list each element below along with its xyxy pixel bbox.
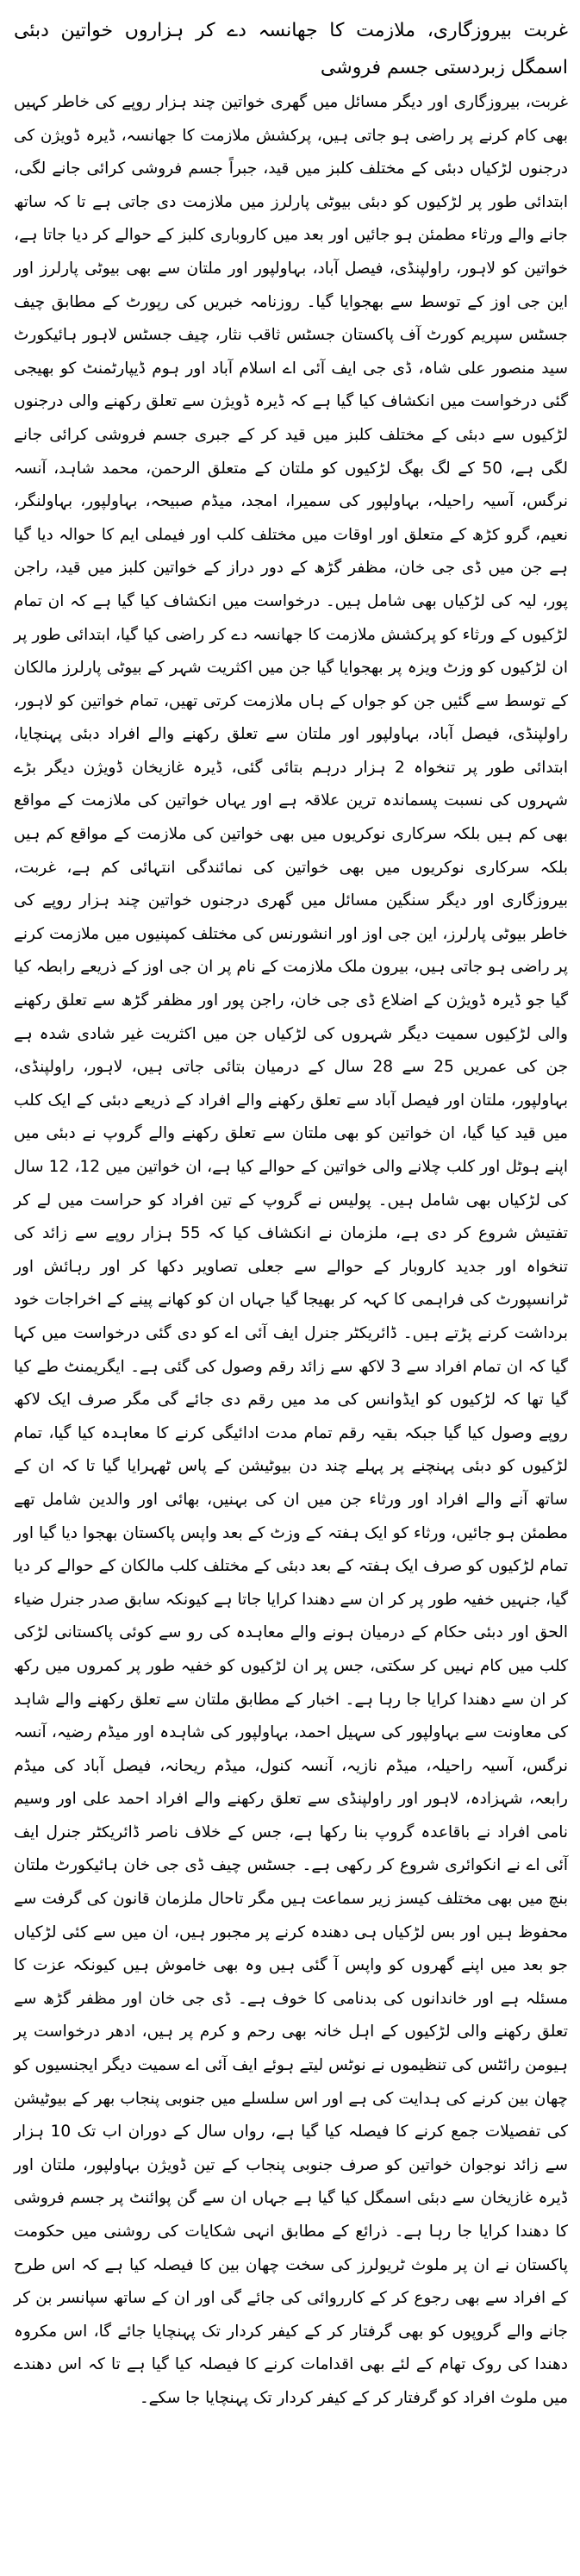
article-headline: غربت بیروزگاری، ملازمت کا جھانسہ دے کر ہزاروں خواتین دبئی اسمگل زبردستی جسم فروشی bbox=[14, 20, 568, 78]
article-body: غربت، بیروزگاری اور دیگر مسائل میں گھری خواتین چند ہزار روپے کی خاطر کہیں بھی کام کرنے پر راضی ہو جاتی ہیں، پرکشش ملازمت کا جھانسہ، ڈیرہ ڈویژن کی درجنوں لڑکیاں دبئی کے مختلف کلبز میں قید، جبراً جسم فروشی کرائی جانے لگی، ابتدائی طور پر لڑکیوں کو دبئی بیوٹی پارلرز میں ملازمت دی جاتی ہے تا کہ ساتھ جانے والے ورثاء مطمئن ہو جائیں اور بعد میں کاروباری کلبز کے حوالے کر دیا جاتا ہے، خواتین کو لاہور، راولپنڈی، فیصل آباد، بہاولپور اور ملتان سے بھی بیوٹی پارلرز اور این جی اوز کے توسط سے بھجوایا گیا۔ روزنامہ خبریں کی رپورٹ کے مطابق چیف جسٹس سپریم کورٹ آف پاکستان جسٹس ثاقب نثار، چیف جسٹس لاہور ہائیکورٹ سید منصور علی شاہ، ڈی جی ایف آئی اے اسلام آباد اور ہوم ڈیپارٹمنٹ کو بھیجی گئی درخواست میں انکشاف کیا گیا ہے کہ ڈیرہ ڈویژن سے تعلق رکھنے والی درجنوں لڑکیوں سے دبئی کے مختلف کلبز میں قید کر کے جبری جسم فروشی کرائی جانے لگی ہے، 50 کے لگ بھگ لڑکیوں کو ملتان کے متعلق الرحمن، محمد شاہد، آنسہ نرگس، آسیہ راحیلہ، بہاولپور کی سمیرا، امجد، میڈم صبیحہ، بہاولپور، بہاولنگر، نعیم، گرو کڑھ کے متعلق اور اوقات میں مختلف کلب اور فیملی ایم کا حوالہ دیا گیا ہے جن میں ڈی جی خان، مظفر گڑھ کے دور دراز کے خواتین کلبز میں قید، راجن پور، لیہ کی لڑکیاں بھی شامل ہیں۔ درخواست میں انکشاف کیا گیا ہے کہ ان تمام لڑکیوں کے ورثاء کو پرکشش ملازمت کا جھانسہ دے کر راضی کیا گیا، ابتدائی طور پر ان لڑکیوں کو وزٹ ویزہ پر بھجوایا گیا جن میں اکثریت شہر کے بیوٹی پارلرز مالکان کے توسط سے گئیں جن کو جواں کے ہاں ملازمت کرتی تھیں، تمام خواتین کو لاہور، راولپنڈی، فیصل آباد، بہاولپور اور ملتان سے تعلق رکھنے والے افراد دبئی پہنچایا، ابتدائی طور پر تنخواہ 2 ہزار درہم بتائی گئی، ڈیرہ غازیخان ڈویژن دیگر بڑے شہروں کی نسبت پسماندہ ترین علاقہ ہے اور یہاں خواتین کی ملازمت کے مواقع بھی کم ہیں بلکہ سرکاری نوکریوں میں بھی خواتین کی ملازمت کے مواقع کم ہیں بلکہ سرکاری نوکریوں میں بھی خواتین کی نمائندگی انتہائی کم ہے، غربت، بیروزگاری اور دیگر سنگین مسائل میں گھری درجنوں خواتین چند ہزار روپے کی خاطر بیوٹی پارلرز، این جی اوز اور انشورنس کی مختلف کمپنیوں میں ملازمت کرنے پر راضی ہو جاتی ہیں، بیرون ملک ملازمت کے نام پر ان جی اوز کے ذریعے رابطہ کیا گیا جو ڈیرہ ڈویژن کے اضلاع ڈی جی خان، راجن پور اور مظفر گڑھ سے تعلق رکھنے والی لڑکیوں سمیت دیگر شہروں کی لڑکیاں جن میں اکثریت غیر شادی شدہ ہے جن کی عمریں 25 سے 28 سال کے درمیان بتائی جاتی ہیں، لاہور، راولپنڈی، بہاولپور، ملتان اور فیصل آباد سے تعلق رکھنے والے افراد کے ذریعے دبئی کے ایک کلب میں قید کیا گیا، ان خواتین کو بھی ملتان سے تعلق رکھنے والے گروپ نے دبئی میں اپنے ہوٹل اور کلب چلانے والی خواتین کے حوالے کیا ہے، ان خواتین میں 12، 12 سال کی لڑکیاں بھی شامل ہیں۔ پولیس نے گروپ کے تین افراد کو حراست میں لے کر تفتیش شروع کر دی ہے، ملزمان نے انکشاف کیا کہ 55 ہزار روپے سے زائد کی تنخواہ اور جدید کاروبار کے حوالے سے جعلی تصاویر دکھا کر اور رہائش اور ٹرانسپورٹ کی فراہمی کا کہہ کر بھیجا گیا جہاں ان کو کھانے پینے کے اخراجات خود برداشت کرنے پڑتے ہیں۔ ڈائریکٹر جنرل ایف آئی اے کو دی گئی درخواست میں کہا گیا کہ ان تمام افراد سے 3 لاکھ سے زائد رقم وصول کی گئی ہے۔ ایگریمنٹ طے کیا گیا تھا کہ لڑکیوں کو ایڈوانس کی مد میں رقم دی جائے گی مگر صرف ایک لاکھ روپے وصول کیا گیا جبکہ بقیہ رقم تمام مدت ادائیگی کرنے کا معاہدہ کیا گیا، تمام لڑکیوں کو دبئی پہنچنے پر پہلے چند دن بیوٹیشن کے پاس ٹھہرایا گیا تا کہ ان کے ساتھ آنے والے افراد اور ورثاء جن میں ان کی بہنیں، بھائی اور والدین شامل تھے مطمئن ہو جائیں، ورثاء کو ایک ہفتہ کے وزٹ کے بعد واپس پاکستان بھجوا دیا گیا اور تمام لڑکیوں کو صرف ایک ہفتہ کے بعد دبئی کے مختلف کلب مالکان کے حوالے کر دیا گیا، جنہیں خفیہ طور پر کر ان سے دھندا کرایا جاتا ہے کیونکہ سابق صدر جنرل ضیاء الحق اور دبئی حکام کے درمیان ہونے والے معاہدہ کی رو سے کوئی پاکستانی لڑکی کلب میں کام نہیں کر سکتی، جس پر ان لڑکیوں کو خفیہ طور پر کمروں میں رکھ کر ان سے دھندا کرایا جا رہا ہے۔ اخبار کے مطابق ملتان سے تعلق رکھنے والے شاہد کی معاونت سے بہاولپور کی سہیل احمد، بہاولپور کی شاہدہ اور میڈم رضیہ، آنسہ نرگس، آسیہ راحیلہ، میڈم نازیہ، آنسہ کنول، میڈم ریحانہ، فیصل آباد کی میڈم رابعہ، شہزادہ، لاہور اور راولپنڈی سے تعلق رکھنے والے افراد احمد علی اور وسیم نامی افراد نے باقاعدہ گروپ بنا رکھا ہے، جس کے خلاف ناصر ڈائریکٹر جنرل ایف آئی اے نے انکوائری شروع کر رکھی ہے۔ جسٹس چیف ڈی جی خان ہائیکورٹ ملتان بنچ میں بھی مختلف کیسز زیر سماعت ہیں مگر تاحال ملزمان قانون کی گرفت سے محفوظ ہیں اور بس لڑکیاں ہی دھندہ کرنے پر مجبور ہیں، ان میں سے کئی لڑکیاں جو بعد میں اپنے گھروں کو واپس آ گئی ہیں وہ بھی خاموش ہیں کیونکہ عزت کا مسئلہ ہے اور خاندانوں کی بدنامی کا خوف ہے۔ ڈی جی خان اور مظفر گڑھ سے تعلق رکھنے والی لڑکیوں کے اہل خانہ بھی رحم و کرم پر ہیں، ادھر درخواست پر ہیومن رائٹس کی تنظیموں نے نوٹس لیتے ہوئے ایف آئی اے سمیت دیگر ایجنسیوں کو چھان بین کرنے کی ہدایت کی ہے اور اس سلسلے میں جنوبی پنجاب بھر کے بیوٹیشن کی تفصیلات جمع کرنے کا فیصلہ کیا گیا ہے، رواں سال کے دوران اب تک 10 ہزار سے زائد نوجوان خواتین کو صرف جنوبی پنجاب کے تین ڈویژن بہاولپور، ملتان اور ڈیرہ غازیخان سے دبئی اسمگل کیا گیا ہے جہاں ان سے گن پوائنٹ پر جسم فروشی کا دھندا کرایا جا رہا ہے۔ ذرائع کے مطابق انہی شکایات کی روشنی میں حکومت پاکستان نے ان پر ملوث ٹریولرز کی سخت چھان بین کا فیصلہ کیا ہے کہ اس طرح کے افراد سے بھی رجوع کر کے کارروائی کی جائے گی اور ان کے ساتھ سپانسر بن کر جانے والے گروپوں کو بھی گرفتار کر کے کیفر کردار تک پہنچایا جائے گا، اس مکروہ دھندا کی روک تھام کے لئے بھی اقدامات کرنے کا فیصلہ کیا گیا ہے تا کہ اس دھندے میں ملوث افراد کو گرفتار کر کے کیفر کردار تک پہنچایا جا سکے۔ bbox=[14, 93, 569, 2407]
